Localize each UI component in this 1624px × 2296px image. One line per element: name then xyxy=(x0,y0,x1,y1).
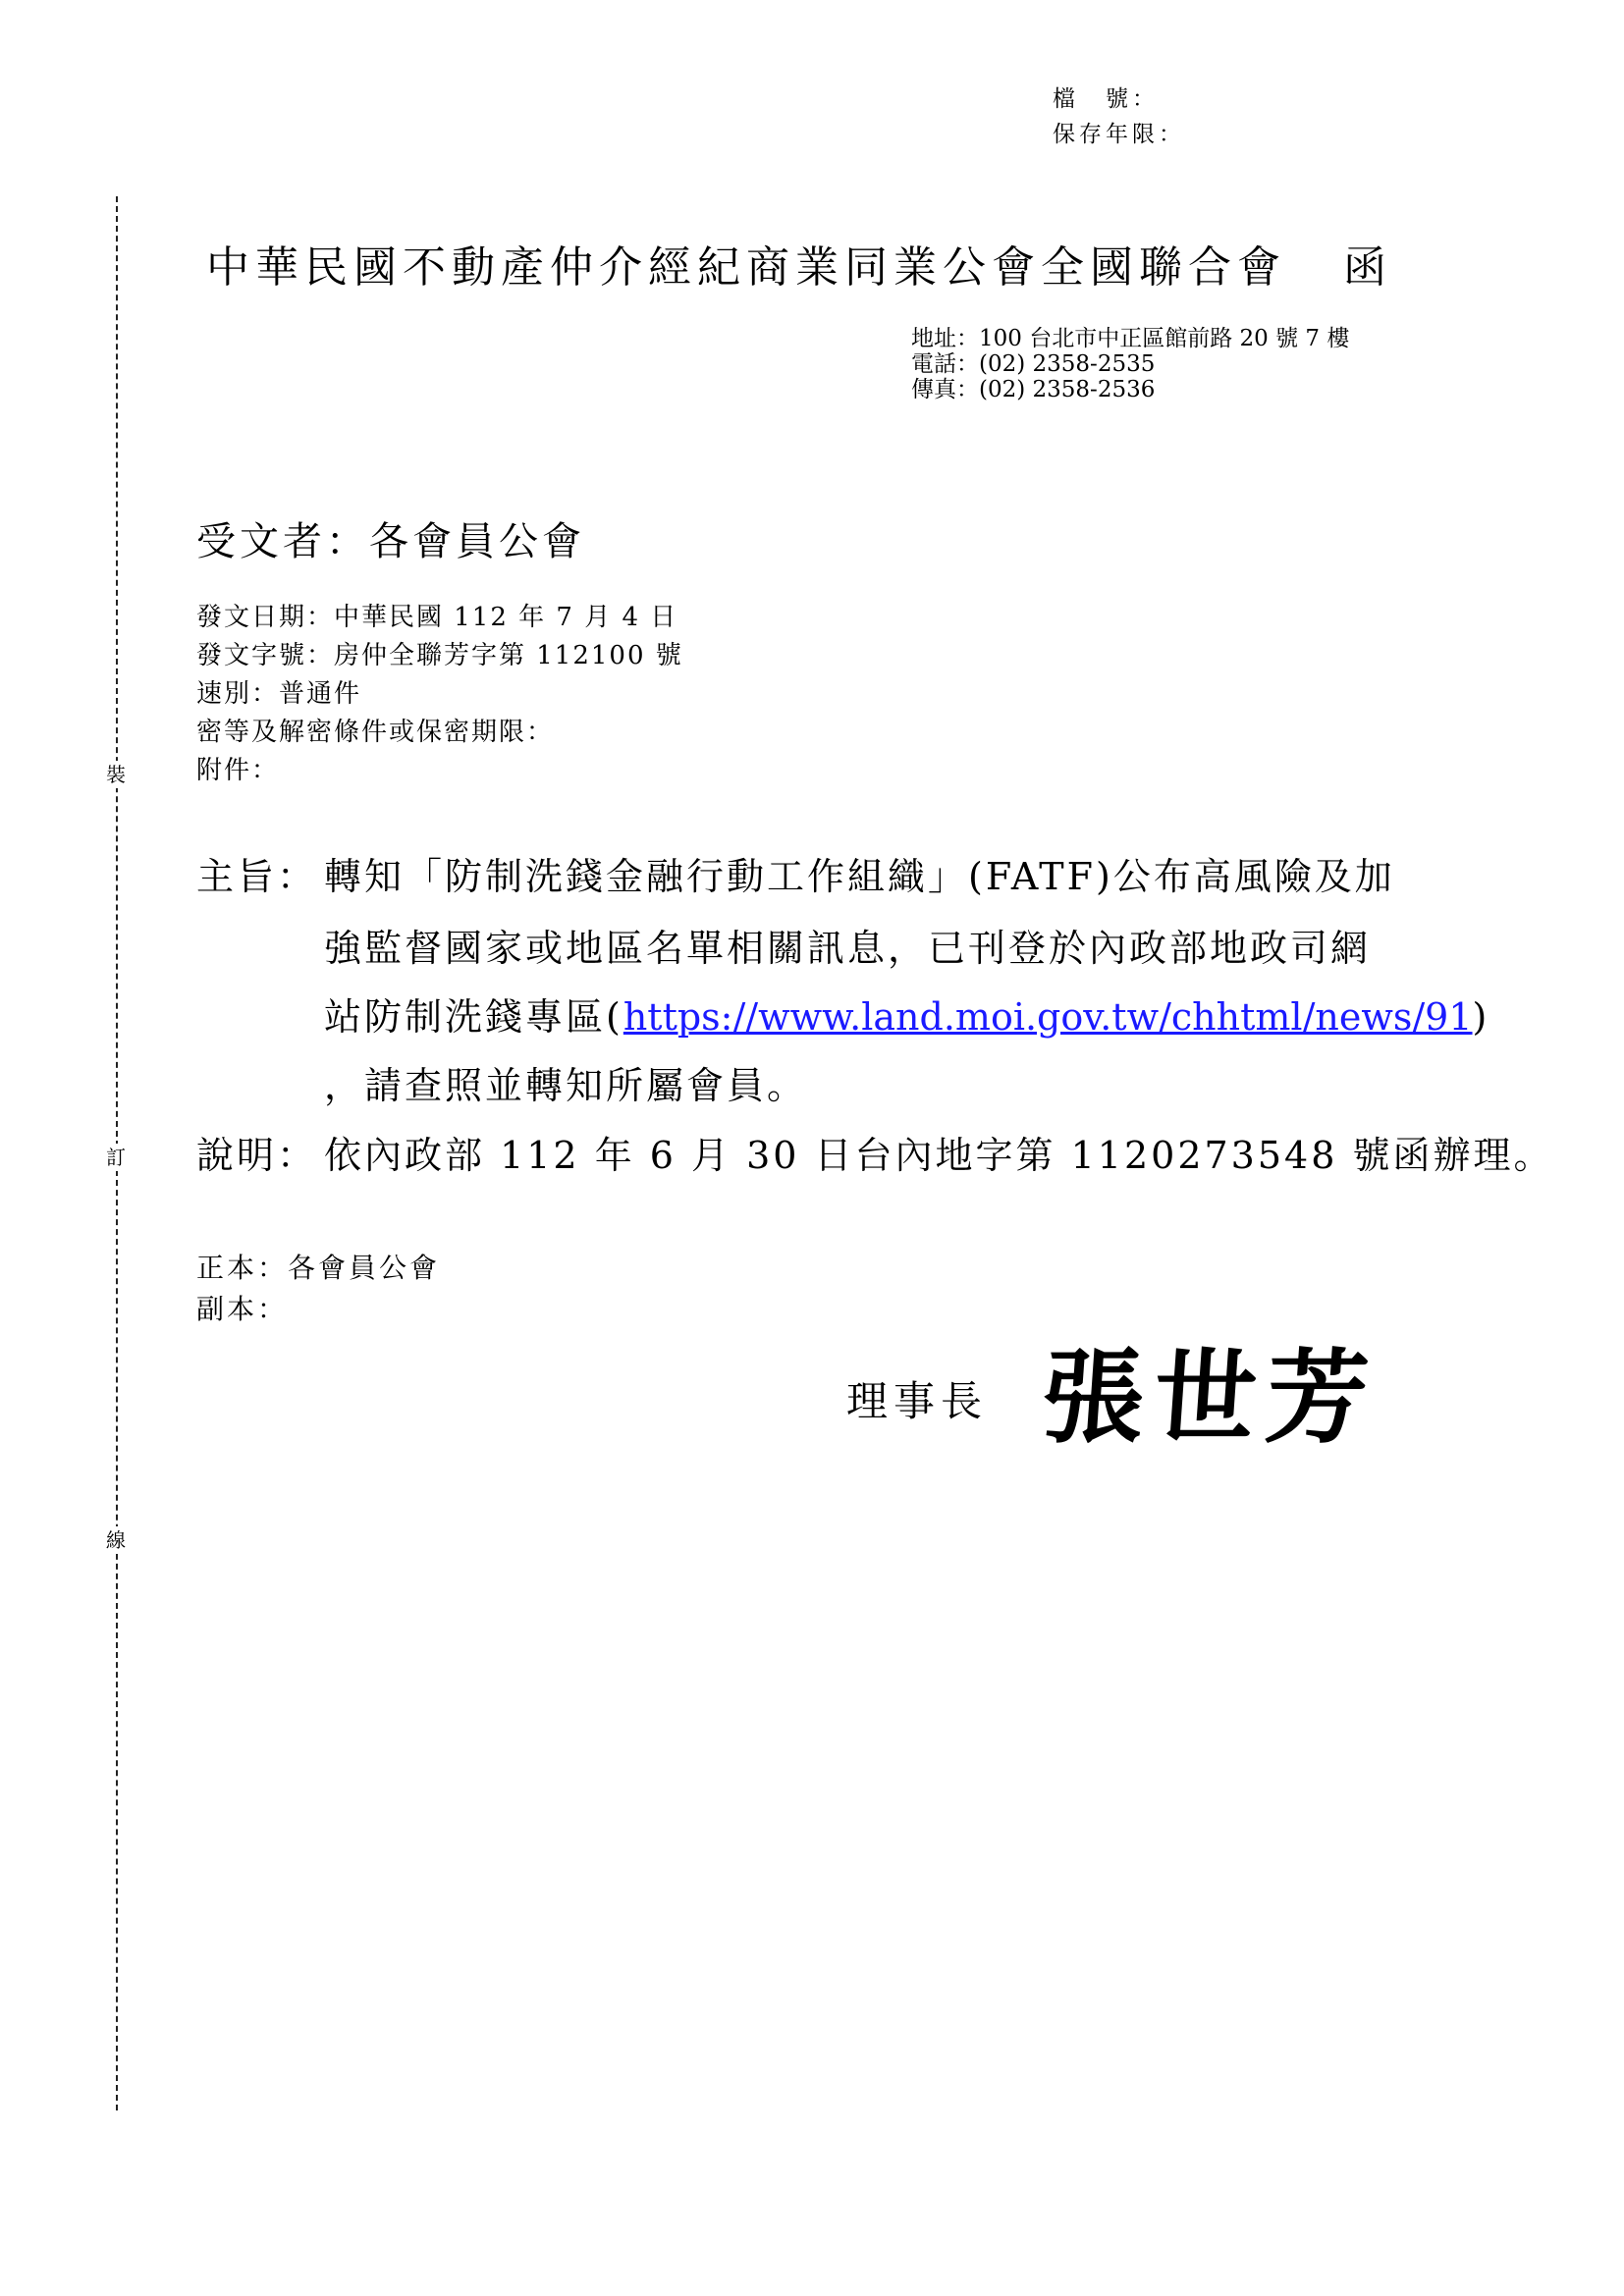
subject-line-3 xyxy=(324,987,1489,1041)
subject-line-3-suffix: ) xyxy=(1472,995,1490,1039)
subject-line-2: 強監督國家或地區名單相關訊息，已刊登於內政部地政司網 xyxy=(324,927,1372,970)
signatory-signature: 張世芳 xyxy=(1038,1338,1382,1458)
file-number-label: 檔 號： xyxy=(1053,86,1159,112)
subject-label: 主旨： xyxy=(196,855,318,898)
signatory-title: 理事長 xyxy=(846,1377,989,1425)
binding-mark-xian: 線 xyxy=(102,1526,130,1554)
recipient: 受文者：各會員公會 xyxy=(196,519,585,564)
duplicate-copy-recipients: 副本： xyxy=(196,1293,289,1325)
subject-line-4: ，請查照並轉知所屬會員。 xyxy=(324,1064,808,1107)
subject-line-3-prefix: 站防制洗錢專區( xyxy=(324,995,623,1039)
phone: 電話：(02) 2358-2535 xyxy=(911,351,1156,377)
issue-date: 發文日期：中華民國 112 年 7 月 4 日 xyxy=(196,603,678,632)
confidentiality: 密等及解密條件或保密期限： xyxy=(196,718,555,747)
organization-name: 中華民國不動產仲介經紀商業同業公會全國聯合會 xyxy=(206,242,1286,293)
retention-period-label: 保存年限： xyxy=(1053,122,1185,147)
binding-mark-ding: 訂 xyxy=(102,1144,130,1171)
original-copy-recipients: 正本：各會員公會 xyxy=(196,1252,441,1284)
attachment: 附件： xyxy=(196,756,280,785)
explanation-label: 說明： xyxy=(196,1134,318,1177)
fax: 傳真：(02) 2358-2536 xyxy=(911,377,1156,402)
document-number: 發文字號：房仲全聯芳字第 112100 號 xyxy=(196,641,683,670)
moi-aml-link[interactable]: https://www.land.moi.gov.tw/chhtml/news/91 xyxy=(623,995,1473,1039)
explanation-text: 依內政部 112 年 6 月 30 日台內地字第 1120273548 號函辦理。 xyxy=(324,1134,1554,1177)
delivery-speed: 速別：普通件 xyxy=(196,679,362,709)
document-heading xyxy=(206,232,1392,294)
subject-line-1: 轉知「防制洗錢金融行動工作組織」(FATF)公布高風險及加 xyxy=(324,855,1395,898)
binding-mark-zhuang: 裝 xyxy=(102,761,130,788)
address: 地址：100 台北市中正區館前路 20 號 7 樓 xyxy=(911,326,1350,351)
document-type: 函 xyxy=(1343,242,1392,293)
